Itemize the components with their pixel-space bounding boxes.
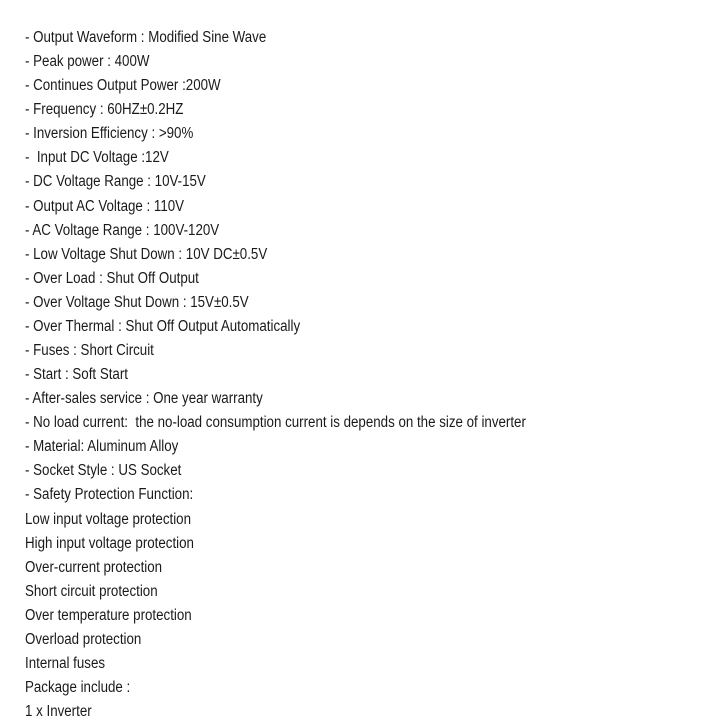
spec-line-fuses: - Fuses : Short Circuit [25,342,154,360]
protection-item-overload: Overload protection [25,630,142,648]
spec-line-no-load-current: - No load current: the no-load consumption current is depends on the size of inverter [25,414,526,432]
protection-item-low-input: Low input voltage protection [25,510,192,528]
spec-line-inversion-efficiency: - Inversion Efficiency : >90% [25,125,194,143]
spec-line-after-sales: - After-sales service : One year warranty [25,390,263,408]
spec-line-over-voltage-shutdown: - Over Voltage Shut Down : 15V±0.5V [25,293,249,311]
package-item-inverter: 1 x Inverter [25,703,92,720]
spec-line-input-dc-voltage: - Input DC Voltage :12V [25,149,169,167]
spec-line-socket-style: - Socket Style : US Socket [25,462,182,480]
spec-line-peak-power: - Peak power : 400W [25,53,150,71]
protection-item-internal-fuses: Internal fuses [25,655,106,673]
spec-line-over-load: - Over Load : Shut Off Output [25,269,199,287]
spec-line-frequency: - Frequency : 60HZ±0.2HZ [25,101,184,119]
spec-line-safety-protection: - Safety Protection Function: [25,486,194,504]
spec-line-output-waveform: - Output Waveform : Modified Sine Wave [25,29,267,46]
spec-line-output-ac-voltage: - Output AC Voltage : 110V [25,197,185,215]
spec-line-low-voltage-shutdown: - Low Voltage Shut Down : 10V DC±0.5V [25,245,268,263]
spec-line-start: - Start : Soft Start [25,366,128,384]
protection-item-over-temperature: Over temperature protection [25,606,192,624]
spec-line-dc-voltage-range: - DC Voltage Range : 10V-15V [25,173,206,191]
protection-item-over-current: Over-current protection [25,558,163,576]
protection-item-high-input: High input voltage protection [25,534,194,552]
package-include-heading: Package include : [25,679,131,697]
spec-line-ac-voltage-range: - AC Voltage Range : 100V-120V [25,221,220,239]
spec-line-over-thermal: - Over Thermal : Shut Off Output Automatically [25,317,301,335]
spec-line-continuous-power: - Continues Output Power :200W [25,77,221,95]
spec-line-material: - Material: Aluminum Alloy [25,438,179,456]
protection-item-short-circuit: Short circuit protection [25,582,158,600]
